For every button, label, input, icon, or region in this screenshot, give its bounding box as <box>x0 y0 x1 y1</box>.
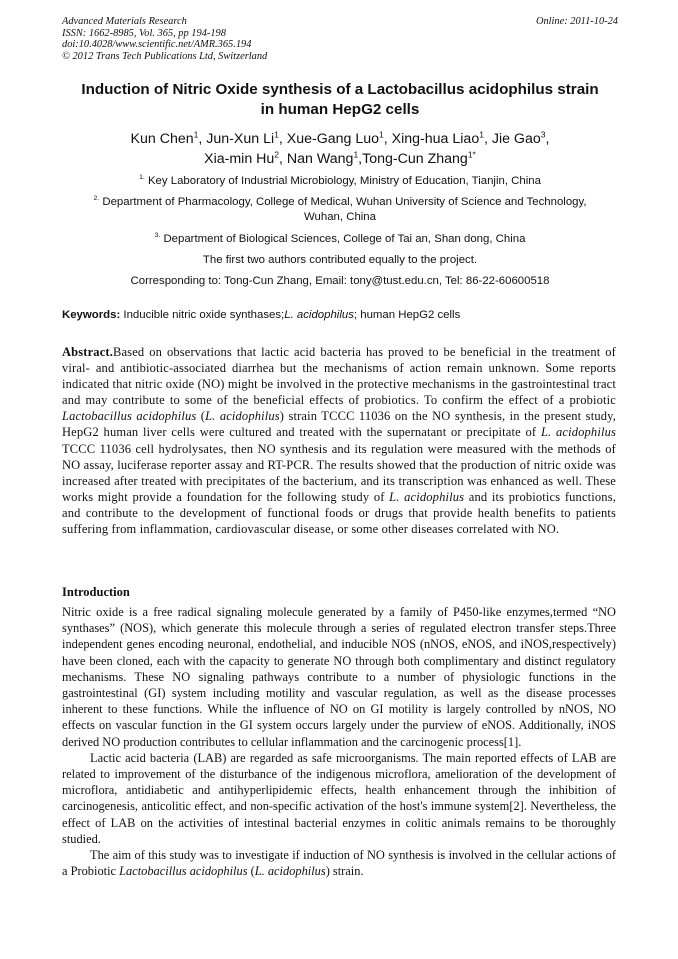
title-line-2: in human HepG2 cells <box>260 101 420 118</box>
author-name: Jun-Xun Li <box>206 131 275 147</box>
species-name: Lactobacillus acidophilus <box>119 864 248 879</box>
author-name: Nan Wang <box>286 151 354 167</box>
author-line-1: Kun Chen$^1$, Jun-Xun Li$^1$, Xue-Gang Luo$^1$, Xing-hua Liao$^1$, Jie Gao$^3$, <box>130 129 550 147</box>
affiliation-text: Department of Biological Sciences, College of Tai an, Shan dong, China <box>163 233 526 245</box>
intro-text: The aim of this study was to investigate if induction of NO synthesis is involved in the cellular actions of a Probiotic <box>62 848 616 879</box>
species-name: Lactobacillus acidophilus <box>62 409 197 424</box>
author-name: Tong-Cun Zhang <box>362 151 468 167</box>
keywords-text: ; human HepG2 cells <box>353 309 461 321</box>
intro-text: ) strain. <box>325 864 364 879</box>
author-name: Xing-hua Liao <box>391 131 480 147</box>
journal-name: Advanced Materials Research <box>62 16 187 27</box>
abstract-text: and its probiotics functions, and contribute to the development of functional foods or drugs that provide health benefits to patients suffering from inflammation, cardiovascular disease, or some other diseases correlated with NO. <box>62 489 616 537</box>
affiliation-text: Department of Pharmacology, College of Medical, Wuhan University of Science and Technology, <box>102 196 587 208</box>
intro-text: ( <box>247 864 255 879</box>
author-affiliation-mark: 1 <box>274 129 279 140</box>
species-name: L. acidophilus <box>254 864 326 879</box>
affiliation-mark: 1. <box>139 174 145 182</box>
abstract-text: ) strain TCCC 11036 on the NO synthesis, in the present study, HepG2 human liver cells were cultured and treated with the supernatant or precipitate of <box>62 409 616 440</box>
affiliation-mark: 3. <box>154 232 161 240</box>
paper-title <box>62 80 618 120</box>
abstract <box>62 344 616 537</box>
species-name: L. acidophilus <box>540 425 616 440</box>
author-line-2: Xia-min Hu$^2$, Nan Wang$^1$,Tong-Cun Zhang$^{1*}$ <box>204 149 476 167</box>
affiliation-2 <box>62 195 618 225</box>
section-heading-introduction: Introduction <box>62 585 130 599</box>
title-line-1: Induction of Nitric Oxide synthesis of a Lactobacillus acidophilus strain <box>81 81 599 98</box>
affiliation-mark: 2. <box>93 195 100 203</box>
author-affiliation-mark: 1 <box>353 149 359 160</box>
intro-paragraph-1: Nitric oxide is a free radical signaling molecule generated by a family of P450-like enzymes,termed “NO synthases” (NOS), which generate this molecule through a series of regulated electron transfer steps.Three independent genes encoding neuronal, endothelial, and inducible NOS (nNOS, eNOS, and iNOS,respectively) have been cloned, each with the capacity to generate NO through both complimentary and distinct regulatory mechanisms. These NO signaling pathways contribute to a number of physiologic functions in the gastrointestinal (GI) system including motility and vascular regulation, as well as the disease processes inherent to these functions. While the influence of NO on GI motility is largely controlled by nNOS, NO effects on vascular function in the GI system occurs largely under the purview of eNOS. Additionally, iNOS derived NO production contributes to cellular inflammation and the carcinogenic process[1]. <box>62 605 616 749</box>
abstract-label: Abstract. <box>62 345 113 359</box>
author-affiliation-mark: 3 <box>540 129 546 140</box>
affiliation-1 <box>62 174 618 189</box>
keywords-label: Keywords: <box>62 309 121 321</box>
abstract-text: ( <box>196 409 206 424</box>
author-name: Jie Gao <box>491 131 541 147</box>
author-affiliation-mark: 1 <box>193 129 199 140</box>
intro-paragraph-3 <box>62 847 616 879</box>
intro-paragraph-2: Lactic acid bacteria (LAB) are regarded as safe microorganisms. The main reported effects of LAB are related to improvement of the disturbance of the indigenous microflora, amelioration of the development of microflora, antidiabetic and antihyperlipidemic effects, health enhancement through the inhibition of carcinogenesis, anticolitic effect, and non-specific activation of the host's immune system[2]. Nevertheless, the effect of LAB on the activities of intestinal bacterial enzymes in colitic animals remains to be thoroughly studied. <box>62 750 616 846</box>
journal-header <box>62 16 618 62</box>
keywords <box>62 308 618 323</box>
affiliation-text: Key Laboratory of Industrial Microbiology, Ministry of Education, Tianjin, China <box>147 175 541 187</box>
species-name: L. acidophilus <box>205 409 280 424</box>
author-name: Kun Chen <box>130 131 194 147</box>
author-list <box>62 129 618 169</box>
species-name: L. acidophilus <box>389 489 465 504</box>
corresponding-author: Corresponding to: Tong-Cun Zhang, Email: tony@tust.edu.cn, Tel: 86-22-60600518 <box>130 275 550 287</box>
author-affiliation-mark: 1* <box>467 149 476 160</box>
affiliation-3 <box>62 232 618 247</box>
introduction-body <box>62 604 616 879</box>
affiliation-line: Wuhan, China <box>304 211 376 223</box>
author-affiliation-mark: 1 <box>379 129 384 140</box>
equal-contribution-note: The first two authors contributed equally to the project. <box>202 254 478 266</box>
abstract-text: Based on observations that lactic acid bacteria has proved to be beneficial in the treatment of viral- and antibiotic-associated diarrhea but the mechanisms of action remain unknown. Some reports indicated that nitric oxide (NO) might be involved in the protective mechanisms in the gastrointestinal tract and may contribute to some of the beneficial effects of probiotics. To confirm the effect of a probiotic <box>62 345 616 408</box>
affiliation-line <box>62 195 618 210</box>
abstract-text: TCCC 11036 cell hydrolysates, then NO synthesis and its regulation were measured with the methods of NO assay, luciferase reporter assay and RT-PCR. The results showed that the production of nitric oxide was increased after treated with precipitates of the bacterium, and its transcription was enhanced as well. These works might provide a foundation for the following study of <box>62 441 616 504</box>
keywords-italic: L. acidophilus <box>284 309 354 321</box>
author-affiliation-mark: 1 <box>479 129 484 140</box>
author-name: Xue-Gang Luo <box>286 131 380 147</box>
keywords-text: Inducible nitric oxide synthases; <box>123 309 285 321</box>
journal-copyright: © 2012 Trans Tech Publications Ltd, Switzerland <box>62 50 268 62</box>
author-name: Xia-min Hu <box>204 151 275 167</box>
online-date: Online: 2011-10-24 <box>535 16 618 27</box>
journal-doi: doi:10.4028/www.scientific.net/AMR.365.194 <box>62 39 252 51</box>
author-affiliation-mark: 2 <box>274 149 280 160</box>
journal-issn: ISSN: 1662-8985, Vol. 365, pp 194-198 <box>62 27 226 39</box>
